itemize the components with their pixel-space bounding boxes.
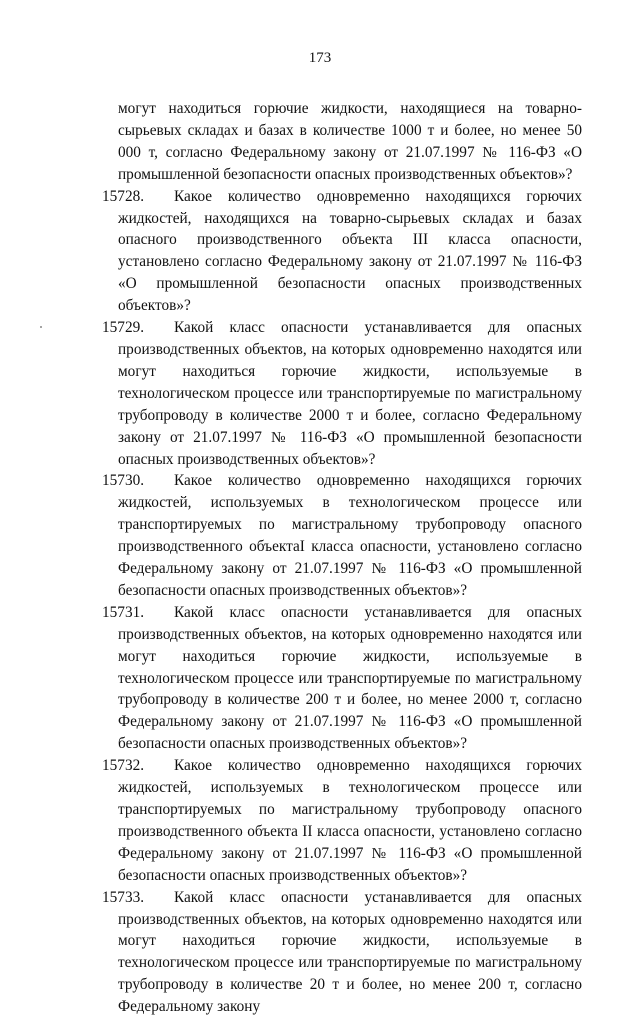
question-15730	[102, 470, 582, 601]
question-text: Какое количество одновременно находящихся горючих жидкостей, используемых в технологическом процессе или транспортируемых по магистральному трубопроводу опасного производственного объекта II класса опасности, установлено согласно Федеральному закону от 21.07.1997 № 116-ФЗ «О промышленной безопасности опасных производственных объектов»?	[118, 757, 582, 884]
continuation-paragraph: могут находиться горючие жидкости, находящиеся на товарно-сырьевых складах и базах в количестве 1000 т и более, но менее 50 000 т, согласно Федеральному закону от 21.07.1997 № 116-ФЗ «О промышленной безопасности опасных производственных объектов»?	[118, 100, 582, 183]
scan-speck	[40, 326, 42, 328]
question-number: 15730.	[102, 472, 145, 490]
document-body	[102, 98, 582, 1018]
question-text: Какой класс опасности устанавливается для опасных производственных объектов, на которых одновременно находятся или могут находиться горючие жидкости, используемые в технологическом процессе или транспортируемые по магистральному трубопроводу в количестве 200 т и более, но менее 2000 т, согласно Федеральному закону от 21.07.1997 № 116-ФЗ «О промышленной безопасности опасных производственных объектов»?	[118, 603, 582, 753]
question-15728	[102, 186, 582, 317]
question-text: Какое количество одновременно находящихся горючих жидкостей, находящихся на товарно-сырьевых складах и базах опасного производственного объекта III класса опасности, установлено согласно Федеральному закону от 21.07.1997 № 116-ФЗ «О промышленной безопасности опасных производственных объектов»?	[118, 187, 582, 315]
question-number: 15729.	[102, 319, 145, 337]
page-number: 173	[308, 50, 332, 66]
question-15733	[102, 887, 582, 1018]
question-text: Какой класс опасности устанавливается для опасных производственных объектов, на которых одновременно находятся или могут находиться горючие жидкости, используемые в технологическом процессе или транспортируемые по магистральному трубопроводу в количестве 20 т и более, но менее 200 т, согласно Федеральному закону	[118, 888, 582, 1016]
question-15732	[102, 755, 582, 886]
question-text: Какой класс опасности устанавливается для опасных производственных объектов, на которых одновременно находятся или могут находиться горючие жидкости, используемые в технологическом процессе или транспортируемые по магистральному трубопроводу в количестве 2000 т и более, согласно Федеральному закону от 21.07.1997 № 116-ФЗ «О промышленной безопасности опасных производственных объектов»?	[118, 319, 582, 468]
question-15729	[102, 317, 582, 470]
question-number: 15728.	[102, 187, 145, 205]
question-number: 15732.	[102, 757, 145, 775]
question-number: 15733.	[102, 888, 145, 906]
question-number: 15731.	[102, 603, 145, 621]
question-15731	[102, 602, 582, 755]
question-text: Какое количество одновременно находящихся горючих жидкостей, используемых в технологическом процессе или транспортируемых по магистральному трубопроводу опасного производственного объектаI класса опасности, установлено согласно Федеральному закону от 21.07.1997 № 116-ФЗ «О промышленной безопасности опасных производственных объектов»?	[118, 472, 582, 599]
